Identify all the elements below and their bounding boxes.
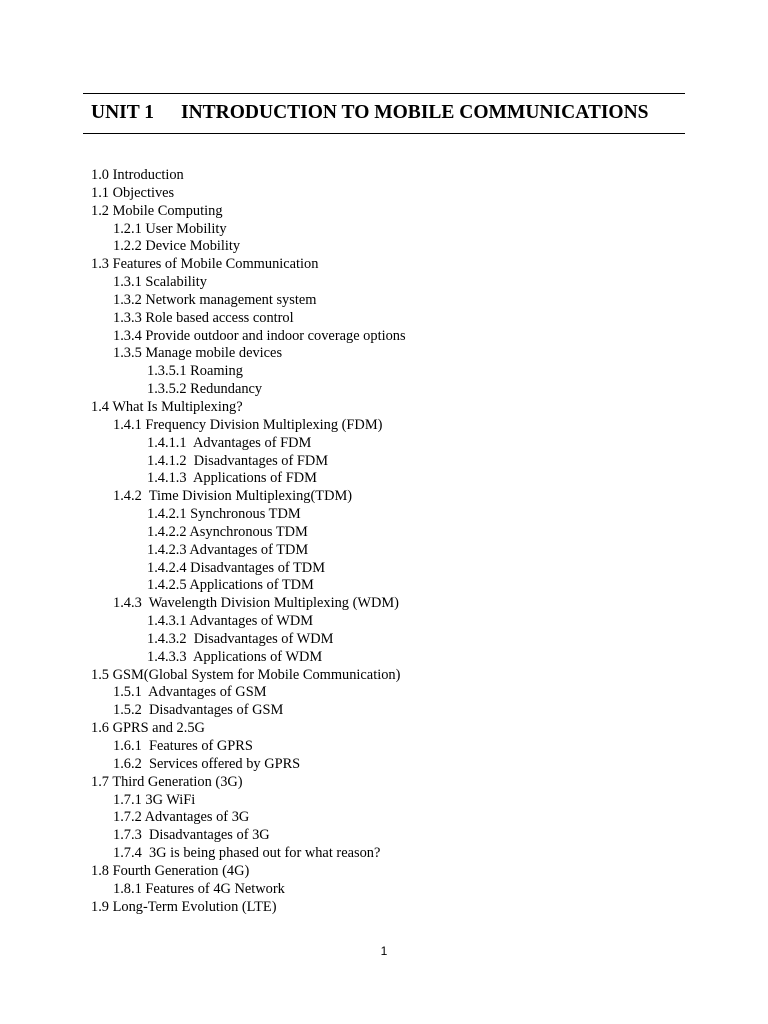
unit-heading (91, 101, 649, 125)
toc-entry: 1.4.2.2 Asynchronous TDM (147, 523, 308, 540)
toc-entry: 1.7.1 3G WiFi (113, 791, 196, 808)
toc-entry: 1.4.3.2 Disadvantages of WDM (147, 630, 334, 647)
unit-label: UNIT 1 (91, 102, 155, 123)
toc-entry: 1.4.3.1 Advantages of WDM (147, 613, 314, 630)
toc-entry: 1.7.4 3G is being phased out for what reason? (113, 845, 381, 862)
toc-entry: 1.7.2 Advantages of 3G (113, 809, 250, 826)
toc-entry: 1.7 Third Generation (3G) (91, 773, 243, 790)
toc-entry: 1.4.1.1 Advantages of FDM (147, 434, 312, 451)
heading-top-rule (83, 93, 685, 94)
table-of-contents (91, 167, 406, 916)
toc-entry: 1.4.2.1 Synchronous TDM (147, 506, 301, 523)
toc-entry: 1.4.3.3 Applications of WDM (147, 648, 323, 665)
heading-bottom-rule (83, 133, 685, 134)
toc-entry: 1.3.5.1 Roaming (147, 363, 243, 380)
toc-entry: 1.5.2 Disadvantages of GSM (113, 702, 284, 719)
toc-entry: 1.8 Fourth Generation (4G) (91, 862, 250, 879)
toc-entry: 1.9 Long-Term Evolution (LTE) (91, 898, 277, 915)
toc-entry: 1.1 Objectives (91, 184, 175, 201)
toc-entry: 1.5 GSM(Global System for Mobile Communication) (91, 666, 401, 683)
toc-entry: 1.6 GPRS and 2.5G (91, 720, 205, 737)
toc-entry: 1.8.1 Features of 4G Network (113, 880, 285, 897)
toc-entry: 1.0 Introduction (91, 167, 184, 183)
toc-entry: 1.3.1 Scalability (113, 274, 207, 291)
toc-entry: 1.4.2.3 Advantages of TDM (147, 541, 309, 558)
toc-entry: 1.3.3 Role based access control (113, 309, 294, 326)
toc-entry: 1.4.1 Frequency Division Multiplexing (FDM) (113, 416, 383, 433)
toc-entry: 1.6.1 Features of GPRS (113, 738, 253, 754)
toc-entry: 1.2.1 User Mobility (113, 220, 227, 237)
toc-entry: 1.7.3 Disadvantages of 3G (113, 827, 270, 844)
toc-entry: 1.4.3 Wavelength Division Multiplexing (WDM) (113, 595, 399, 612)
toc-entry: 1.3.4 Provide outdoor and indoor coverage options (113, 327, 406, 344)
toc-entry: 1.4.1.2 Disadvantages of FDM (147, 452, 329, 469)
page-number: 1 (380, 944, 388, 958)
toc-entry: 1.4.1.3 Applications of FDM (147, 470, 317, 487)
toc-entry: 1.2 Mobile Computing (91, 202, 223, 219)
unit-title: INTRODUCTION TO MOBILE COMMUNICATIONS (181, 102, 649, 123)
toc-entry: 1.3 Features of Mobile Communication (91, 256, 319, 273)
toc-entry: 1.3.5.2 Redundancy (147, 381, 263, 398)
toc-entry: 1.5.1 Advantages of GSM (113, 684, 267, 701)
toc-entry: 1.6.2 Services offered by GPRS (113, 755, 301, 772)
toc-entry: 1.3.2 Network management system (113, 291, 317, 308)
toc-entry: 1.2.2 Device Mobility (113, 238, 241, 255)
toc-entry: 1.3.5 Manage mobile devices (113, 345, 283, 362)
toc-entry: 1.4 What Is Multiplexing? (91, 398, 243, 415)
toc-entry: 1.4.2.5 Applications of TDM (147, 577, 314, 594)
toc-entry: 1.4.2.4 Disadvantages of TDM (147, 559, 325, 576)
toc-entry: 1.4.2 Time Division Multiplexing(TDM) (113, 488, 353, 505)
